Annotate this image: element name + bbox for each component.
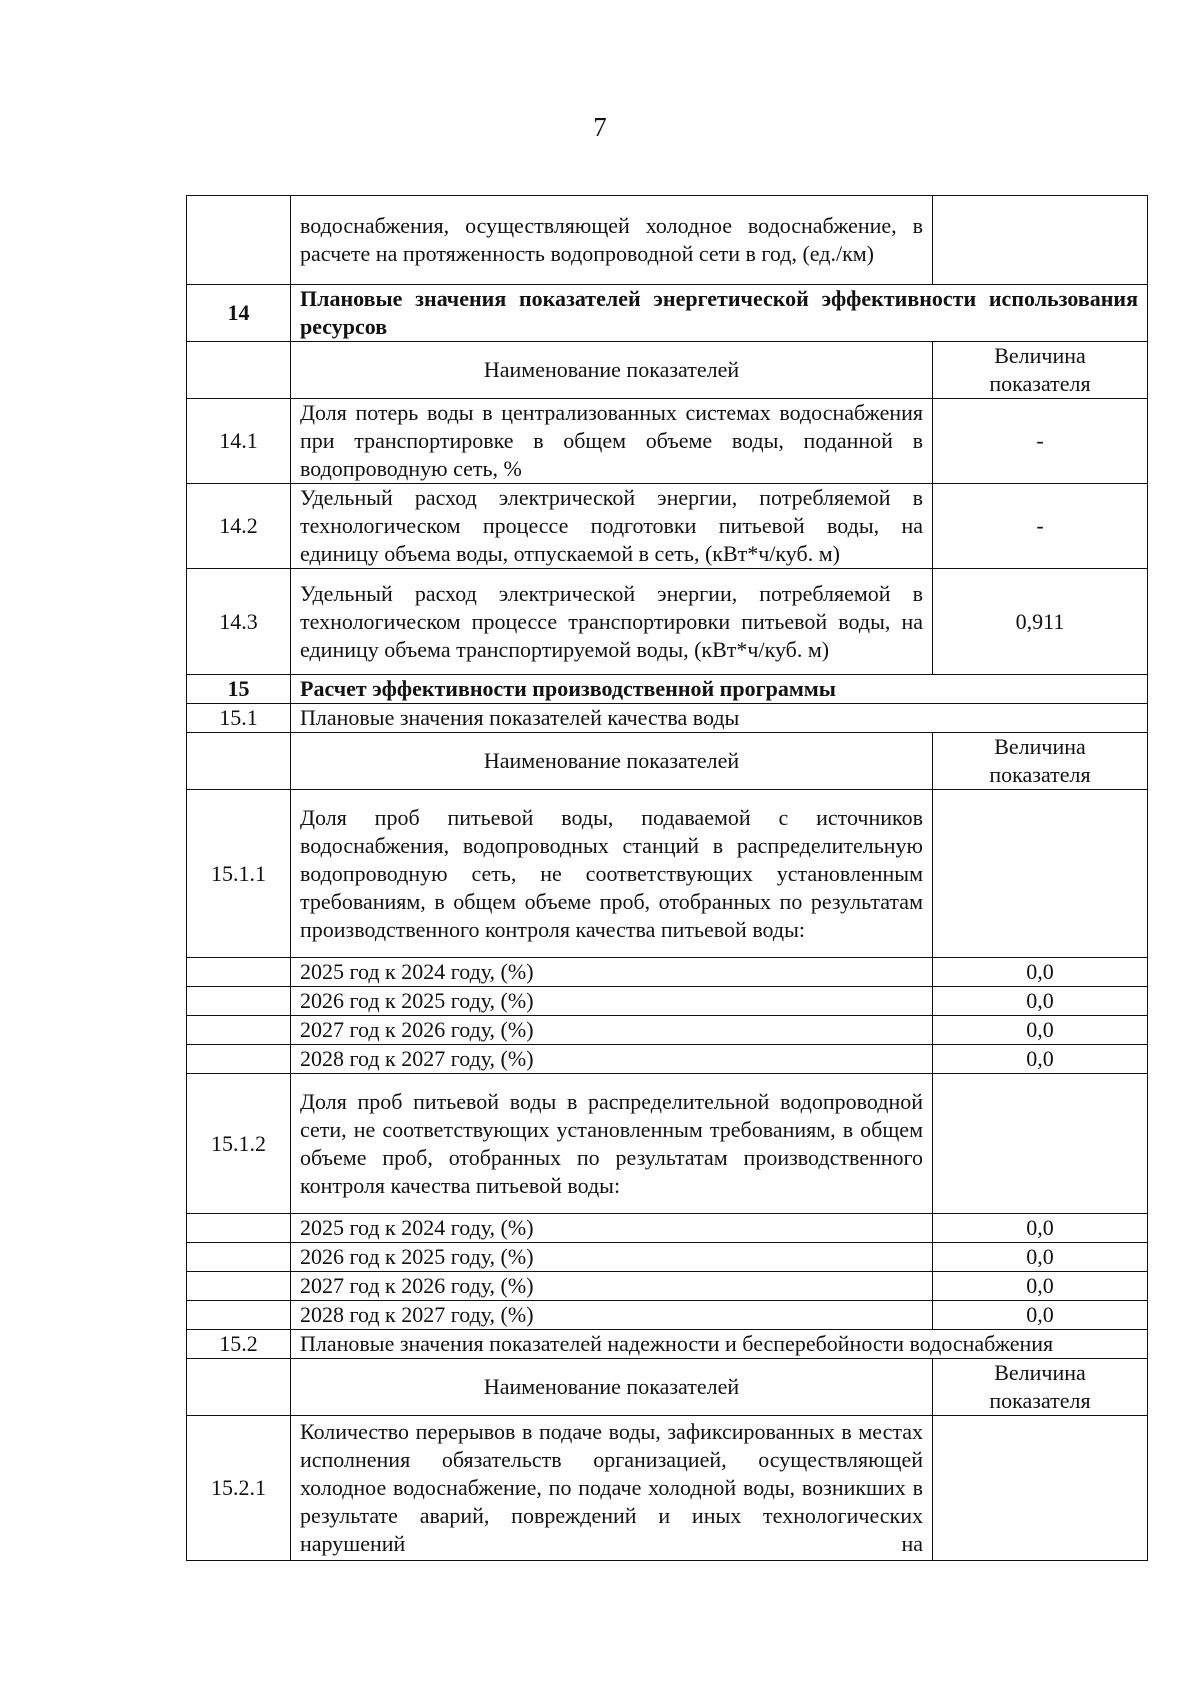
indicator-value: - <box>933 484 1148 569</box>
column-header-value: Величина показателя <box>933 342 1148 399</box>
indicator-value: 0,0 <box>933 1243 1148 1272</box>
indicator-name: 2028 год к 2027 году, (%) <box>291 1301 933 1330</box>
table-row-subsection <box>187 704 1148 733</box>
indicator-value <box>933 1416 1148 1561</box>
row-number: 14 <box>187 285 291 342</box>
indicator-name: водоснабжения, осуществляющей холодное водоснабжение, в расчете на протяженность водопроводной сети в год, (ед./км) <box>291 196 933 285</box>
row-number: 15.1 <box>187 704 291 733</box>
row-number: 15.1.2 <box>187 1074 291 1214</box>
row-number <box>187 987 291 1016</box>
indicator-value: 0,0 <box>933 958 1148 987</box>
section-title: Плановые значения показателей энергетической эффективности использования ресурсов <box>291 285 1148 342</box>
page-number: 7 <box>593 112 607 142</box>
indicator-value: 0,0 <box>933 1272 1148 1301</box>
indicator-value: 0,0 <box>933 1214 1148 1243</box>
indicator-name: Доля проб питьевой воды в распределительной водопроводной сети, не соответствующих установленным требованиям, в общем объеме проб, отобранных по результатам производственного контроля качества питьевой воды: <box>291 1074 933 1214</box>
table-row-item <box>187 569 1148 675</box>
row-number: 14.3 <box>187 569 291 675</box>
indicator-value: 0,911 <box>933 569 1148 675</box>
indicator-value <box>933 790 1148 958</box>
table-row-item <box>187 484 1148 569</box>
indicator-name: Удельный расход электрической энергии, потребляемой в технологическом процессе подготовки питьевой воды, на единицу объема воды, отпускаемой в сеть, (кВт*ч/куб. м) <box>291 484 933 569</box>
indicator-value: - <box>933 399 1148 484</box>
table-row-subsection <box>187 1330 1148 1359</box>
subsection-title: Плановые значения показателей надежности и бесперебойности водоснабжения <box>291 1330 1148 1359</box>
column-header-value: Величина показателя <box>933 733 1148 790</box>
table-row-item <box>187 399 1148 484</box>
indicator-name: 2025 год к 2024 году, (%) <box>291 958 933 987</box>
indicator-value: 0,0 <box>933 1301 1148 1330</box>
row-number <box>187 733 291 790</box>
row-number <box>187 196 291 285</box>
row-number: 15.2.1 <box>187 1416 291 1561</box>
table-row-item <box>187 1214 1148 1243</box>
indicator-name: 2028 год к 2027 году, (%) <box>291 1045 933 1074</box>
column-header-name: Наименование показателей <box>291 342 933 399</box>
section-title: Расчет эффективности производственной программы <box>291 675 1148 704</box>
indicator-name: Удельный расход электрической энергии, потребляемой в технологическом процессе транспортировки питьевой воды, на единицу объема транспортируемой воды, (кВт*ч/куб. м) <box>291 569 933 675</box>
table-row-item <box>187 196 1148 285</box>
table-row-section <box>187 675 1148 704</box>
row-number <box>187 1045 291 1074</box>
table-row-header <box>187 733 1148 790</box>
row-number <box>187 1272 291 1301</box>
indicator-value <box>933 196 1148 285</box>
row-number <box>187 1301 291 1330</box>
indicator-name: 2027 год к 2026 году, (%) <box>291 1016 933 1045</box>
indicator-name: Доля потерь воды в централизованных системах водоснабжения при транспортировке в общем объеме воды, поданной в водопроводную сеть, % <box>291 399 933 484</box>
indicator-name: 2026 год к 2025 году, (%) <box>291 987 933 1016</box>
table-row-item <box>187 958 1148 987</box>
indicator-name: Доля проб питьевой воды, подаваемой с источников водоснабжения, водопроводных станций в распределительную водопроводную сеть, не соответствующих установленным требованиям, в общем объеме проб, отобранных по результатам производственного контроля качества питьевой воды: <box>291 790 933 958</box>
column-header-name: Наименование показателей <box>291 733 933 790</box>
indicator-value <box>933 1074 1148 1214</box>
table-row-item <box>187 1016 1148 1045</box>
row-number <box>187 1243 291 1272</box>
table-row-header <box>187 342 1148 399</box>
indicator-name: 2027 год к 2026 году, (%) <box>291 1272 933 1301</box>
indicators-table-body <box>187 196 1148 1561</box>
row-number: 14.1 <box>187 399 291 484</box>
table-row-item <box>187 987 1148 1016</box>
indicators-table <box>186 195 1148 1561</box>
indicator-name: 2025 год к 2024 году, (%) <box>291 1214 933 1243</box>
indicator-name: 2026 год к 2025 году, (%) <box>291 1243 933 1272</box>
table-row-item <box>187 1272 1148 1301</box>
row-number: 15.2 <box>187 1330 291 1359</box>
subsection-title: Плановые значения показателей качества воды <box>291 704 1148 733</box>
column-header-name: Наименование показателей <box>291 1359 933 1416</box>
table-row-item <box>187 1416 1148 1561</box>
column-header-value: Величина показателя <box>933 1359 1148 1416</box>
table-row-header <box>187 1359 1148 1416</box>
table-row-item <box>187 1045 1148 1074</box>
indicator-name: Количество перерывов в подаче воды, зафиксированных в местах исполнения обязательств организацией, осуществляющей холодное водоснабжение, по подаче холодной воды, возникших в результате аварий, повреждений и иных технологических нарушений на <box>291 1416 933 1561</box>
table-row-item <box>187 1074 1148 1214</box>
row-number: 15.1.1 <box>187 790 291 958</box>
indicator-value: 0,0 <box>933 1045 1148 1074</box>
row-number <box>187 342 291 399</box>
table-row-item <box>187 1301 1148 1330</box>
row-number <box>187 958 291 987</box>
row-number: 15 <box>187 675 291 704</box>
indicator-value: 0,0 <box>933 1016 1148 1045</box>
row-number: 14.2 <box>187 484 291 569</box>
indicator-value: 0,0 <box>933 987 1148 1016</box>
table-row-item <box>187 1243 1148 1272</box>
table-row-section <box>187 285 1148 342</box>
row-number <box>187 1359 291 1416</box>
row-number <box>187 1214 291 1243</box>
row-number <box>187 1016 291 1045</box>
table-row-item <box>187 790 1148 958</box>
